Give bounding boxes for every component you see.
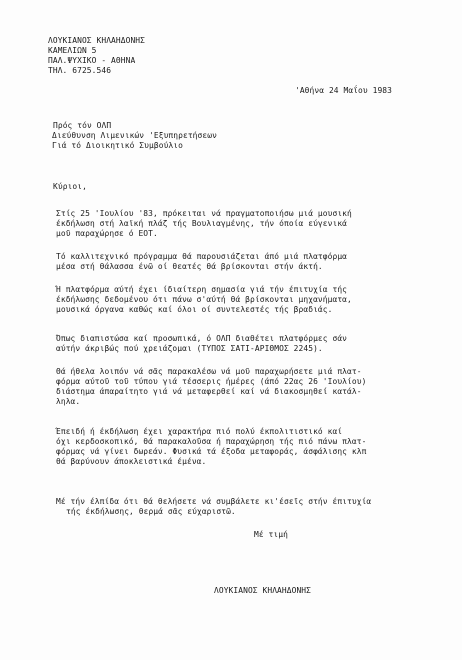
recipient-address bbox=[53, 121, 217, 151]
body-line: μοῦ παραχώρησε ό ΕΟΤ. bbox=[56, 229, 158, 238]
body-line: μέσα στή θάλασσα ένῶ οί θεατές θά βρίσκονται στήν άκτή. bbox=[56, 262, 323, 271]
body-line: Μέ τήν έλπίδα ότι θά θελήσετε νά συμβάλετε κι'έσεῖς στήν έπιτυχία bbox=[56, 497, 372, 506]
body-line: Όπως διαπιστώσα καί προσωπικά, ό ΟΛΠ διαθέτει πλατφόρμες σάν bbox=[56, 334, 348, 343]
sender-area: ΠΑΛ.ΨΥΧΙΚΟ - ΑΘΗΝΑ bbox=[48, 56, 136, 65]
sender-street: ΚΑΜΕΛΙΩΝ 5 bbox=[48, 46, 97, 55]
body-paragraph bbox=[56, 334, 416, 354]
body-line: μουσικά όργανα καθώς καί όλοι οί συντελεστές τής βραδιάς. bbox=[56, 305, 333, 314]
body-line: Τό καλλιτεχνικό πρόγραμμα θά παρουσιάζεται άπό μιά πλατφόρμα bbox=[56, 252, 348, 261]
body-paragraph bbox=[56, 285, 416, 315]
recipient-line: Γιά τό Διοικητικό Συμβούλιο bbox=[52, 141, 183, 150]
body-line: διάστημα άπαραίτητο γιά νά μεταφερθεί καί νά διακοσμηθεί κατάλ- bbox=[56, 387, 362, 396]
body-line: Στίς 25 'Ιουλίου '83, πρόκειται νά πραγματοποιήσω μιά μουσική bbox=[56, 209, 352, 218]
body-line: Θά ήθελα λοιπόν νά σᾶς παρακαλέσω νά μοῦ παραχωρήσετε μιά πλατ- bbox=[56, 367, 362, 376]
body-paragraph bbox=[56, 427, 416, 467]
body-paragraph bbox=[56, 209, 416, 239]
body-line: όχι κερδοσκοπικό, θά παρακαλοῦσα ή παραχώρηση τής πιό πάνω πλατ- bbox=[56, 437, 367, 446]
body-line: Έπειδή ή έκδήλωση έχει χαρακτήρα πιό πολύ έκπολιτιστικό καί bbox=[56, 427, 343, 436]
signature-name: ΛΟΥΚΙΑΝΟΣ ΚΗΛΑΗΔΟΝΗΣ bbox=[214, 586, 312, 595]
recipient-line: Διεύθυνση Λιμενικών 'Εξυπηρετήσεων bbox=[52, 131, 217, 140]
recipient-line: Πρός τόν ΟΛΠ bbox=[53, 121, 112, 130]
body-paragraph bbox=[56, 497, 416, 517]
body-paragraph bbox=[56, 252, 416, 272]
body-line: αύτήν άκριβώς πού χρειάζομαι (ΤΥΠΟΣ ΣΑΤΙ-ΑΡΙΘΜΟΣ 2245). bbox=[56, 344, 323, 353]
body-line: φόρμα αύτοῦ τοῦ τύπου γιά τέσσερις ήμέρες (άπό 22ας 26 'Ιουλίου) bbox=[56, 377, 367, 386]
greeting: Κύριοι, bbox=[53, 182, 87, 191]
body-line: έκδήλωση στή λαϊκή πλάζ τής Βουλιαγμένης, τήν όποία εύγενικά bbox=[56, 219, 348, 228]
sender-phone: ΤΗΛ. 6725.546 bbox=[48, 66, 112, 75]
body-line: έκδήλωσης δεδομένου ότι πάνω σ'αύτή θά βρίσκονται μηχανήματα, bbox=[56, 295, 352, 304]
sender-name: ΛΟΥΚΙΑΝΟΣ ΚΗΛΑΗΔΟΝΗΣ bbox=[48, 36, 146, 45]
body-line: φόρμας νά γίνει δωρεάν. Φυσικά τά έξοδα μεταφοράς, άσφάλισης κλπ bbox=[56, 447, 367, 456]
body-line: τής έκδήλωσης, θερμά σᾶς εύχαριστῶ. bbox=[66, 507, 236, 516]
body-line: Ή πλατφόρμα αύτή έχει ίδιαίτερη σημασία γιά τήν έπιτυχία τής bbox=[56, 285, 348, 294]
body-paragraph bbox=[56, 367, 416, 407]
letter-date: 'Αθήνα 24 Μαΐου 1983 bbox=[294, 86, 392, 95]
sender-address bbox=[48, 36, 145, 76]
body-line: ληλα. bbox=[56, 397, 81, 406]
body-line: θά βαρύνουν άποκλειστικά έμένα. bbox=[56, 457, 207, 466]
closing-salutation: Μέ τιμή bbox=[254, 530, 288, 539]
